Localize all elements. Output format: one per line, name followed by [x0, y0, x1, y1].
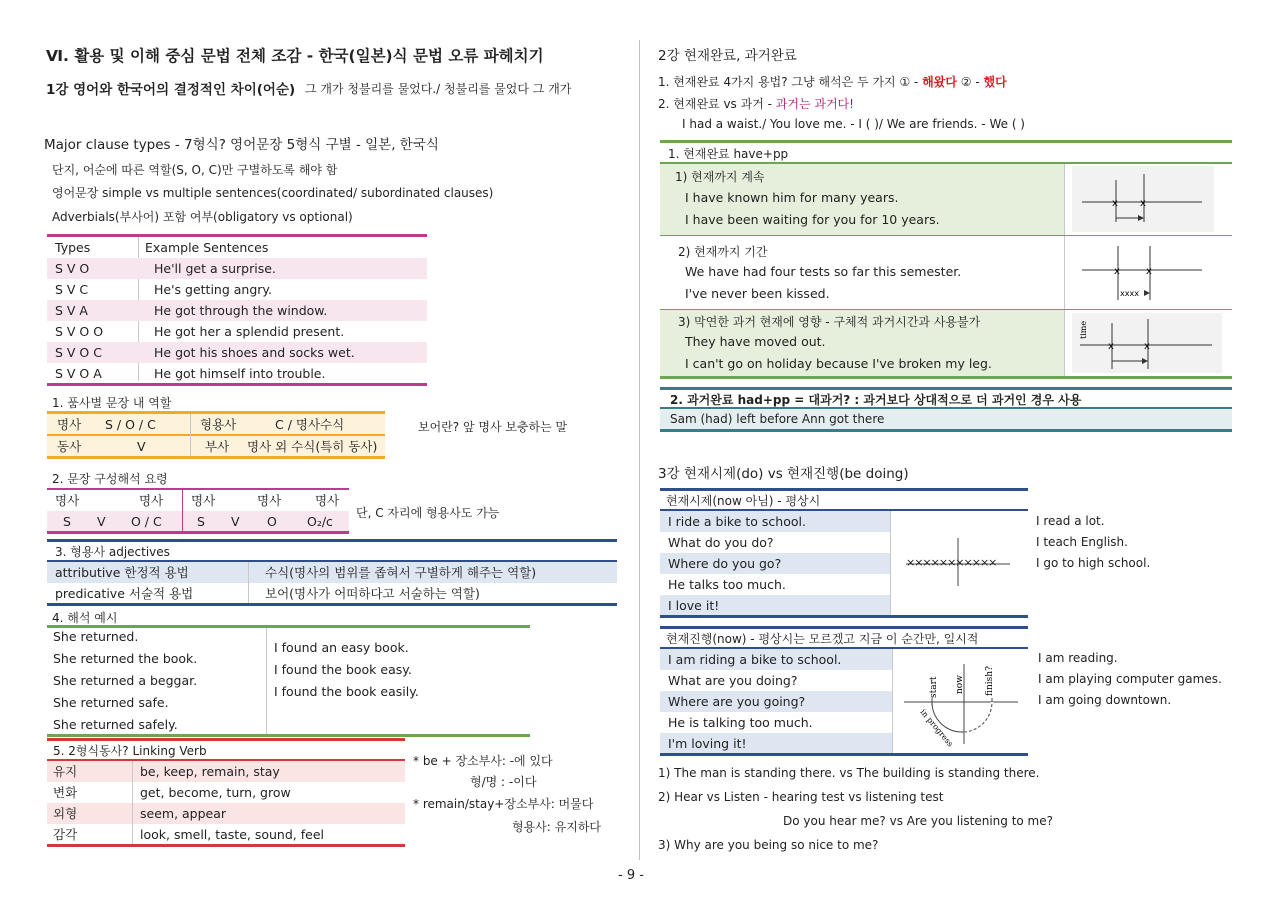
major-clause-heading: Major clause types - 7형식? 영어문장 5형식 구별 - 일본, 한국식 [44, 137, 439, 153]
question-2-example: I had a waist./ You love me. - I ( )/ We are friends. - We ( ) [682, 117, 1025, 131]
lesson1-note: 그 개가 청불리를 물었다./ 청불리를 물었다 그 개가 [305, 82, 572, 96]
progressive-diagram [900, 654, 1022, 748]
svg-text:x: x [1112, 198, 1118, 209]
svg-text:x: x [1146, 266, 1152, 277]
note-line: 단지, 어순에 따른 역할(S, O, C)만 구별하도록 해야 함 [52, 163, 338, 177]
table-row: S V C He's getting angry. [55, 282, 272, 297]
simple-side: I read a lot. [1036, 514, 1105, 528]
simple-side: I go to high school. [1036, 556, 1151, 570]
svg-text:now: now [955, 675, 965, 694]
table-row: S V O A He got himself into trouble. [55, 366, 326, 381]
lesson1-title: 1강 영어와 한국어의 결정적인 차이(어순) [46, 82, 296, 98]
svg-text:x: x [1144, 341, 1150, 352]
linking-note: * be + 장소부사: -에 있다 [413, 754, 553, 768]
svg-text:xxxx: xxxx [1120, 289, 1139, 298]
lesson3-title: 3강 현재시제(do) vs 현재진행(be doing) [658, 466, 909, 482]
table-row: S V A He got through the window. [47, 300, 427, 321]
progressive-side: I am playing computer games. [1038, 672, 1222, 686]
linking-note: 형/명 : -이다 [470, 775, 537, 789]
table-row: S V O C He got his shoes and socks wet. [47, 342, 427, 363]
svg-text:time: time [1079, 320, 1088, 339]
question-line: 2) Hear vs Listen - hearing test vs listening test [658, 790, 944, 804]
table-row: S V O He'll get a surprise. [47, 258, 427, 279]
linking-note: * remain/stay+장소부사: 머물다 [413, 797, 594, 811]
note-line: Adverbials(부사어) 포함 여부(obligatory vs optional) [52, 210, 353, 224]
svg-text:finish?: finish? [985, 666, 995, 696]
question-2: 2. 현재완료 vs 과거 - 과거는 과거다! [658, 97, 854, 111]
column-divider [639, 40, 640, 860]
lesson2-title: 2강 현재완료, 과거완료 [658, 48, 797, 64]
svg-text:x: x [1140, 198, 1146, 209]
page-title: Ⅵ. 활용 및 이해 중심 문법 전체 조감 - 한국(일본)식 문법 오류 파헤치기 [46, 47, 544, 65]
note-line: 영어문장 simple vs multiple sentences(coordinated/ subordinated clauses) [52, 186, 494, 200]
timeline-diagram-period [1072, 240, 1214, 306]
table-row: S V O O He got her a splendid present. [55, 324, 345, 339]
pos-side-note: 보어란? 앞 명사 보충하는 말 [418, 420, 568, 434]
table-header: Types Example Sentences [55, 240, 269, 255]
progressive-side: I am reading. [1038, 651, 1118, 665]
svg-text:start: start [929, 676, 939, 698]
svg-text:in progress: in progress [918, 707, 955, 749]
pos-title: 1. 품사별 문장 내 역할 [52, 396, 172, 410]
question-line: 1) The man is standing there. vs The building is standing there. [658, 766, 1040, 780]
struct-title: 2. 문장 구성해석 요령 [52, 472, 168, 486]
question-line: Do you hear me? vs Are you listening to me? [783, 814, 1053, 828]
progressive-side: I am going downtown. [1038, 693, 1172, 707]
timeline-diagram-continuous [1072, 166, 1214, 232]
struct-side-note: 단, C 자리에 형용사도 가능 [356, 506, 500, 520]
linking-note: 형용사: 유지하다 [512, 820, 602, 834]
simple-side: I teach English. [1036, 535, 1128, 549]
question-1: 1. 현재완료 4가지 용법? 그냥 해석은 두 가지 ① - 해왔다 ② - 했다 [658, 75, 1007, 89]
svg-text:x: x [1114, 266, 1120, 277]
question-line: 3) Why are you being so nice to me? [658, 838, 879, 852]
timeline-diagram-result [1072, 313, 1222, 373]
svg-text:x: x [1108, 341, 1114, 352]
page-number: - 9 - [618, 868, 644, 883]
